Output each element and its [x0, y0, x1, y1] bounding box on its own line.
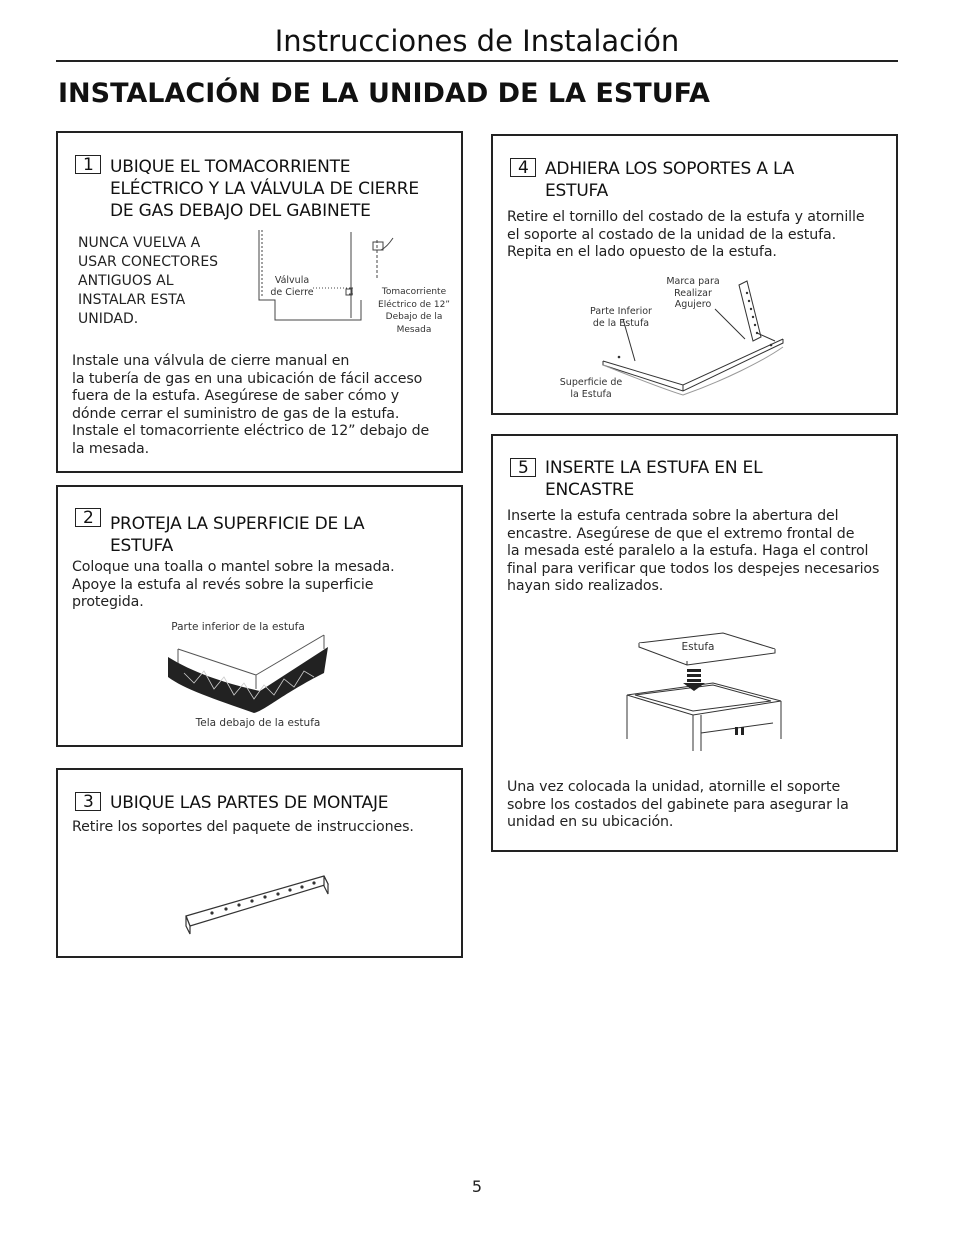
cooktop-bottom-label: Parte inferior de la estufa — [171, 621, 305, 633]
step-4-body: Retire el tornillo del costado de la estufa y atornille el soporte al costado de la unidad de la estufa. Repita en el lado opuesto de la estufa. — [507, 209, 865, 260]
step-2-title: PROTEJA LA SUPERFICIE DE LA ESTUFA — [110, 514, 365, 556]
step-1-title: UBIQUE EL TOMACORRIENTE ELÉCTRICO Y LA VÁLVULA DE CIERRE DE GAS DEBAJO DEL GABINETE — [110, 157, 419, 221]
towel-label: Tela debajo de la estufa — [195, 717, 321, 729]
cooktop-label: Estufa — [681, 641, 715, 653]
step-5-body: Inserte la estufa centrada sobre la abertura del encastre. Asegúrese de que el extremo frontal de la mesada esté paralelo a la estufa. Haga el control final para verificar que todos los despejes necesarios hayan sido realizados. — [507, 508, 880, 594]
cooktop-underside-label: Parte Inferior de la Estufa — [590, 306, 652, 329]
step-4-number: 4 — [510, 158, 536, 177]
step-3-number: 3 — [75, 792, 101, 811]
step-1-box — [56, 131, 463, 473]
step-3-box — [56, 768, 463, 958]
step-5-title: INSERTE LA ESTUFA EN EL ENCASTRE — [545, 458, 763, 500]
page-header-title: Instrucciones de Instalación — [274, 24, 680, 58]
section-title: INSTALACIÓN DE LA UNIDAD DE LA ESTUFA — [58, 78, 710, 109]
hole-mark-label: Marca para Realizar Agujero — [666, 276, 720, 310]
step-4-title: ADHIERA LOS SOPORTES A LA ESTUFA — [545, 159, 795, 201]
step-5-footer-text: Una vez colocada la unidad, atornille el soporte sobre los costados del gabinete para asegurar la unidad en su ubicación. — [507, 779, 849, 830]
valve-label: Válvula de Cierre — [270, 275, 314, 298]
step-1-body: Instale una válvula de cierre manual en la tubería de gas en una ubicación de fácil acceso fuera de la estufa. Asegúrese de saber cómo y dónde cerrar el suministro de gas de la estufa. Instale el tomacorriente eléctrico de 12” debajo de la mesada. — [72, 353, 430, 457]
step-2-number: 2 — [75, 508, 101, 527]
step-2-box — [56, 485, 463, 747]
header-rule — [56, 60, 898, 62]
page-number: 5 — [471, 1177, 483, 1196]
step-1-warning: NUNCA VUELVA A USAR CONECTORES ANTIGUOS AL INSTALAR ESTA UNIDAD. — [78, 235, 219, 327]
step-5-box — [491, 434, 898, 852]
outlet-label: Tomacorriente Eléctrico de 12” Debajo de la Mesada — [378, 287, 450, 335]
bracket-attach-diagram — [593, 281, 793, 401]
step-2-body: Coloque una toalla o mantel sobre la mesada. Apoye la estufa al revés sobre la superficie protegida. — [72, 559, 395, 610]
step-3-title: UBIQUE LAS PARTES DE MONTAJE — [110, 793, 389, 813]
step-1-number: 1 — [75, 155, 101, 174]
cooktop-surface-label: Superficie de la Estufa — [559, 377, 623, 400]
step-5-number: 5 — [510, 458, 536, 477]
cooktop-on-towel-diagram — [164, 633, 334, 718]
mounting-bracket-drawing — [182, 870, 332, 940]
step-4-box — [491, 134, 898, 415]
step-3-body: Retire los soportes del paquete de instrucciones. — [72, 819, 414, 835]
